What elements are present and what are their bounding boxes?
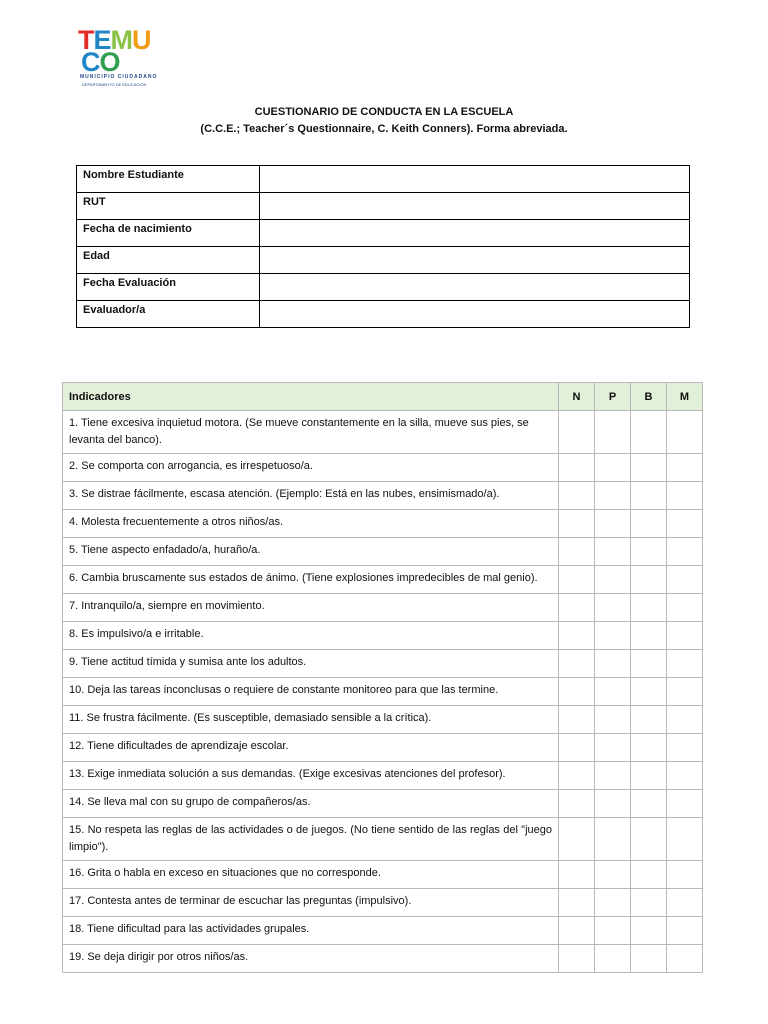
score-cell-n[interactable] [559, 454, 595, 482]
score-cell-p[interactable] [595, 889, 631, 917]
score-cell-p[interactable] [595, 734, 631, 762]
score-cell-m[interactable] [667, 734, 703, 762]
info-row [77, 301, 690, 328]
info-value-field[interactable] [260, 166, 690, 193]
logo-subtitle-dept: DEPARTAMENTO DE EDUCACIÓN [82, 82, 147, 87]
logo-letter: M [110, 25, 133, 55]
score-cell-p[interactable] [595, 411, 631, 454]
indicator-row [63, 889, 703, 917]
document-title: CUESTIONARIO DE CONDUCTA EN LA ESCUELA [254, 106, 514, 118]
score-cell-b[interactable] [631, 945, 667, 973]
info-row [77, 220, 690, 247]
score-cell-m[interactable] [667, 762, 703, 790]
indicator-text: 16. Grita o habla en exceso en situaciones que no corresponde. [63, 861, 559, 889]
score-cell-n[interactable] [559, 622, 595, 650]
score-cell-p[interactable] [595, 678, 631, 706]
document-subtitle: (C.C.E.; Teacher´s Questionnaire, C. Keith Conners). Forma abreviada. [200, 123, 568, 135]
indicator-text: 10. Deja las tareas inconclusas o requiere de constante monitoreo para que las termine. [63, 678, 559, 706]
score-cell-m[interactable] [667, 622, 703, 650]
indicator-row [63, 818, 703, 861]
scale-header-n: N [559, 383, 595, 411]
score-cell-b[interactable] [631, 790, 667, 818]
indicator-row [63, 454, 703, 482]
indicator-row [63, 510, 703, 538]
info-row [77, 193, 690, 220]
info-label: RUT [77, 193, 260, 220]
score-cell-m[interactable] [667, 917, 703, 945]
score-cell-m[interactable] [667, 889, 703, 917]
score-cell-p[interactable] [595, 622, 631, 650]
score-cell-p[interactable] [595, 945, 631, 973]
info-value-field[interactable] [260, 301, 690, 328]
indicator-row [63, 411, 703, 454]
indicator-text: 1. Tiene excesiva inquietud motora. (Se mueve constantemente en la silla, mueve sus pies, se levanta del banco). [63, 411, 559, 454]
indicator-text: 3. Se distrae fácilmente, escasa atención. (Ejemplo: Está en las nubes, ensimismado/a). [63, 482, 559, 510]
score-cell-n[interactable] [559, 818, 595, 861]
scale-header-b: B [631, 383, 667, 411]
score-cell-b[interactable] [631, 678, 667, 706]
indicator-row [63, 622, 703, 650]
indicator-row [63, 594, 703, 622]
score-cell-m[interactable] [667, 818, 703, 861]
logo-letter: T [78, 25, 94, 55]
indicator-text: 12. Tiene dificultades de aprendizaje escolar. [63, 734, 559, 762]
score-cell-n[interactable] [559, 650, 595, 678]
info-label: Fecha Evaluación [77, 274, 260, 301]
score-cell-n[interactable] [559, 945, 595, 973]
score-cell-m[interactable] [667, 594, 703, 622]
indicators-header-row [63, 383, 703, 411]
score-cell-b[interactable] [631, 734, 667, 762]
temuco-logo [78, 25, 158, 88]
indicator-row [63, 650, 703, 678]
indicator-text: 7. Intranquilo/a, siempre en movimiento. [63, 594, 559, 622]
student-info-table [76, 165, 690, 328]
indicator-text: 11. Se frustra fácilmente. (Es susceptible, demasiado sensible a la crítica). [63, 706, 559, 734]
score-cell-n[interactable] [559, 734, 595, 762]
indicator-row [63, 790, 703, 818]
indicator-row [63, 734, 703, 762]
scale-header-m: M [667, 383, 703, 411]
score-cell-b[interactable] [631, 917, 667, 945]
score-cell-p[interactable] [595, 482, 631, 510]
indicator-row [63, 678, 703, 706]
score-cell-m[interactable] [667, 566, 703, 594]
score-cell-p[interactable] [595, 917, 631, 945]
info-value-field[interactable] [260, 193, 690, 220]
indicator-text: 14. Se lleva mal con su grupo de compañeros/as. [63, 790, 559, 818]
indicator-row [63, 762, 703, 790]
score-cell-n[interactable] [559, 482, 595, 510]
indicator-text: 19. Se deja dirigir por otros niños/as. [63, 945, 559, 973]
score-cell-m[interactable] [667, 510, 703, 538]
indicators-header: Indicadores [63, 383, 559, 411]
indicator-text: 4. Molesta frecuentemente a otros niños/as. [63, 510, 559, 538]
info-label: Evaluador/a [77, 301, 260, 328]
score-cell-m[interactable] [667, 538, 703, 566]
indicator-text: 17. Contesta antes de terminar de escuchar las preguntas (impulsivo). [63, 889, 559, 917]
logo-letter: C [81, 47, 100, 77]
score-cell-b[interactable] [631, 622, 667, 650]
score-cell-b[interactable] [631, 482, 667, 510]
score-cell-b[interactable] [631, 411, 667, 454]
score-cell-b[interactable] [631, 889, 667, 917]
indicator-text: 5. Tiene aspecto enfadado/a, huraño/a. [63, 538, 559, 566]
logo-subtitle: MUNICIPIO CIUDADANO [80, 74, 158, 80]
info-label: Fecha de nacimiento [77, 220, 260, 247]
info-value-field[interactable] [260, 274, 690, 301]
score-cell-b[interactable] [631, 566, 667, 594]
indicator-row [63, 945, 703, 973]
score-cell-m[interactable] [667, 790, 703, 818]
score-cell-m[interactable] [667, 706, 703, 734]
score-cell-p[interactable] [595, 762, 631, 790]
score-cell-n[interactable] [559, 790, 595, 818]
logo-letter: E [93, 25, 111, 55]
score-cell-m[interactable] [667, 945, 703, 973]
info-row [77, 247, 690, 274]
score-cell-b[interactable] [631, 650, 667, 678]
indicators-table [62, 382, 703, 973]
scale-header-p: P [595, 383, 631, 411]
indicator-text: 9. Tiene actitud tímida y sumisa ante los adultos. [63, 650, 559, 678]
info-value-field[interactable] [260, 247, 690, 274]
indicator-row [63, 482, 703, 510]
score-cell-p[interactable] [595, 566, 631, 594]
indicator-text: 2. Se comporta con arrogancia, es irrespetuoso/a. [63, 454, 559, 482]
score-cell-p[interactable] [595, 594, 631, 622]
score-cell-b[interactable] [631, 594, 667, 622]
score-cell-p[interactable] [595, 454, 631, 482]
indicator-text: 13. Exige inmediata solución a sus demandas. (Exige excesivas atenciones del profesor). [63, 762, 559, 790]
score-cell-b[interactable] [631, 762, 667, 790]
score-cell-m[interactable] [667, 482, 703, 510]
logo-word-bottom [81, 47, 120, 77]
indicator-row [63, 538, 703, 566]
score-cell-m[interactable] [667, 678, 703, 706]
indicator-row [63, 706, 703, 734]
score-cell-b[interactable] [631, 706, 667, 734]
info-label: Nombre Estudiante [77, 166, 260, 193]
score-cell-p[interactable] [595, 818, 631, 861]
score-cell-n[interactable] [559, 917, 595, 945]
score-cell-n[interactable] [559, 411, 595, 454]
score-cell-n[interactable] [559, 762, 595, 790]
score-cell-n[interactable] [559, 678, 595, 706]
score-cell-b[interactable] [631, 538, 667, 566]
score-cell-m[interactable] [667, 454, 703, 482]
score-cell-p[interactable] [595, 650, 631, 678]
score-cell-p[interactable] [595, 706, 631, 734]
score-cell-b[interactable] [631, 861, 667, 889]
indicator-text: 15. No respeta las reglas de las actividades o de juegos. (No tiene sentido de las reglas del "juego limpio"). [63, 818, 559, 861]
score-cell-n[interactable] [559, 889, 595, 917]
info-label: Edad [77, 247, 260, 274]
score-cell-b[interactable] [631, 818, 667, 861]
score-cell-p[interactable] [595, 861, 631, 889]
info-row [77, 166, 690, 193]
indicator-text: 8. Es impulsivo/a e irritable. [63, 622, 559, 650]
indicator-row [63, 861, 703, 889]
info-row [77, 274, 690, 301]
indicator-row [63, 917, 703, 945]
score-cell-n[interactable] [559, 510, 595, 538]
score-cell-m[interactable] [667, 411, 703, 454]
score-cell-p[interactable] [595, 510, 631, 538]
score-cell-p[interactable] [595, 790, 631, 818]
info-value-field[interactable] [260, 220, 690, 247]
score-cell-p[interactable] [595, 538, 631, 566]
score-cell-n[interactable] [559, 861, 595, 889]
indicator-text: 6. Cambia bruscamente sus estados de ánimo. (Tiene explosiones impredecibles de mal genio). [63, 566, 559, 594]
score-cell-n[interactable] [559, 538, 595, 566]
score-cell-b[interactable] [631, 510, 667, 538]
score-cell-m[interactable] [667, 861, 703, 889]
indicator-text: 18. Tiene dificultad para las actividades grupales. [63, 917, 559, 945]
logo-letter: U [132, 25, 151, 55]
score-cell-n[interactable] [559, 566, 595, 594]
score-cell-m[interactable] [667, 650, 703, 678]
indicator-row [63, 566, 703, 594]
score-cell-n[interactable] [559, 706, 595, 734]
logo-letter: O [99, 47, 120, 77]
score-cell-b[interactable] [631, 454, 667, 482]
score-cell-n[interactable] [559, 594, 595, 622]
